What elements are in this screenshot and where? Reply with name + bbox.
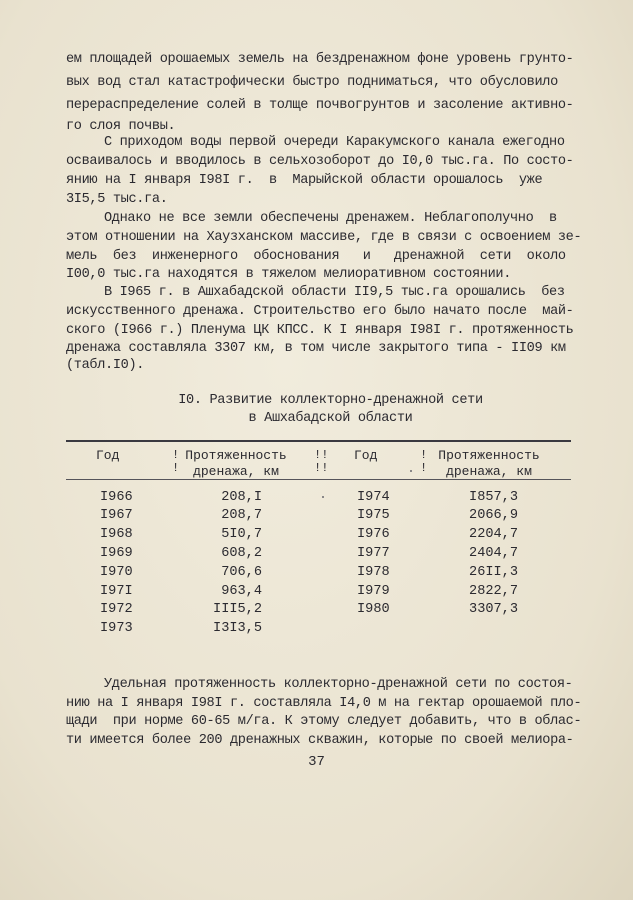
text-line: янию на I января I98I г. в Марыйской области орошалось уже: [66, 173, 543, 188]
table-cell-year: I980: [357, 602, 390, 617]
table-cell-km: 2204,7: [469, 527, 518, 542]
table-cell-year: I969: [100, 546, 133, 561]
header-length-left-2: дренажа, км: [193, 464, 279, 479]
text-line: Удельная протяженность коллекторно-дренажной сети по состоя-: [104, 677, 573, 692]
text-line: (табл.I0).: [66, 358, 145, 373]
header-length-right-2: дренажа, км: [446, 464, 532, 479]
header-separator: ! !: [172, 448, 180, 475]
table-top-rule: [66, 440, 571, 442]
text-line: I00,0 тыс.га находятся в тяжелом мелиоративном состоянии.: [66, 267, 512, 282]
header-year-left: Год: [96, 448, 120, 463]
text-line: искусственного дренажа. Строительство его было начато после май-: [66, 304, 574, 319]
table-cell-year: I973: [100, 621, 133, 636]
table-cell-year: I977: [357, 546, 390, 561]
text-line: ского (I966 г.) Пленума ЦК КПСС. К I января I98I г. протяженность: [66, 323, 574, 338]
table-cell-year: I968: [100, 527, 133, 542]
table-cell-km: 3307,3: [469, 602, 518, 617]
text-line: дренажа составляла 3307 км, в том числе закрытого типа - II09 км: [66, 341, 566, 356]
table-cell-km: 608,2: [221, 546, 262, 561]
scan-speck: [410, 470, 412, 472]
table-cell-km: 26II,3: [469, 565, 518, 580]
table-title: I0. Развитие коллекторно-дренажной сети: [178, 393, 483, 408]
text-line: го слоя почвы.: [66, 119, 176, 134]
table-cell-year: I979: [357, 584, 390, 599]
table-cell-km: I857,3: [469, 490, 518, 505]
text-line: ти имеется более 200 дренажных скважин, которые по своей мелиора-: [66, 733, 574, 748]
table-cell-year: I975: [357, 508, 390, 523]
table-cell-km: 208,I: [221, 490, 262, 505]
table-cell-year: I972: [100, 602, 133, 617]
table-cell-year: I966: [100, 490, 133, 505]
table-subtitle: в Ашхабадской области: [248, 411, 413, 426]
text-line: Однако не все земли обеспечены дренажем. Неблагополучно в: [104, 211, 557, 226]
text-line: нию на I января I98I г. составляла I4,0 м на гектар орошаемой пло-: [66, 696, 582, 711]
header-double-separator: !! !!: [314, 448, 329, 475]
text-line: перераспределение солей в толще почвогрунтов и засоление активно-: [66, 98, 574, 113]
scan-speck: [322, 496, 324, 498]
header-length-left: Протяженность: [185, 448, 287, 463]
table-cell-year: I97I: [100, 584, 133, 599]
text-line: мель без инженерного обоснования и дренажной сети около: [66, 249, 566, 264]
table-cell-year: I974: [357, 490, 390, 505]
text-line: щади при норме 60-65 м/га. К этому следует добавить, что в облас-: [66, 714, 582, 729]
header-length-right: Протяженность: [438, 448, 540, 463]
table-cell-km: 2404,7: [469, 546, 518, 561]
text-line: осваивалось и вводилось в сельхозоборот до I0,0 тыс.га. По состо-: [66, 154, 574, 169]
table-cell-year: I978: [357, 565, 390, 580]
table-cell-km: 5I0,7: [221, 527, 262, 542]
text-line: 3I5,5 тыс.га.: [66, 192, 168, 207]
table-cell-km: 963,4: [221, 584, 262, 599]
table-cell-km: 2822,7: [469, 584, 518, 599]
text-line: ем площадей орошаемых земель на бездренажном фоне уровень грунто-: [66, 52, 574, 67]
table-cell-km: 2066,9: [469, 508, 518, 523]
header-separator: ! !: [420, 448, 428, 475]
text-line: В I965 г. в Ашхабадской области II9,5 тыс.га орошались без: [104, 285, 565, 300]
table-cell-km: III5,2: [213, 602, 262, 617]
table-cell-km: 208,7: [221, 508, 262, 523]
page-number: 37: [308, 754, 325, 770]
table-cell-year: I976: [357, 527, 390, 542]
table-cell-year: I967: [100, 508, 133, 523]
table-cell-km: I3I3,5: [213, 621, 262, 636]
text-line: вых вод стал катастрофически быстро подниматься, что обусловило: [66, 75, 558, 90]
text-line: С приходом воды первой очереди Каракумского канала ежегодно: [104, 135, 565, 150]
text-line: этом отношении на Хаузханском массиве, где в связи с освоением зе-: [66, 230, 582, 245]
table-cell-year: I970: [100, 565, 133, 580]
header-year-right: Год: [354, 448, 378, 463]
table-cell-km: 706,6: [221, 565, 262, 580]
